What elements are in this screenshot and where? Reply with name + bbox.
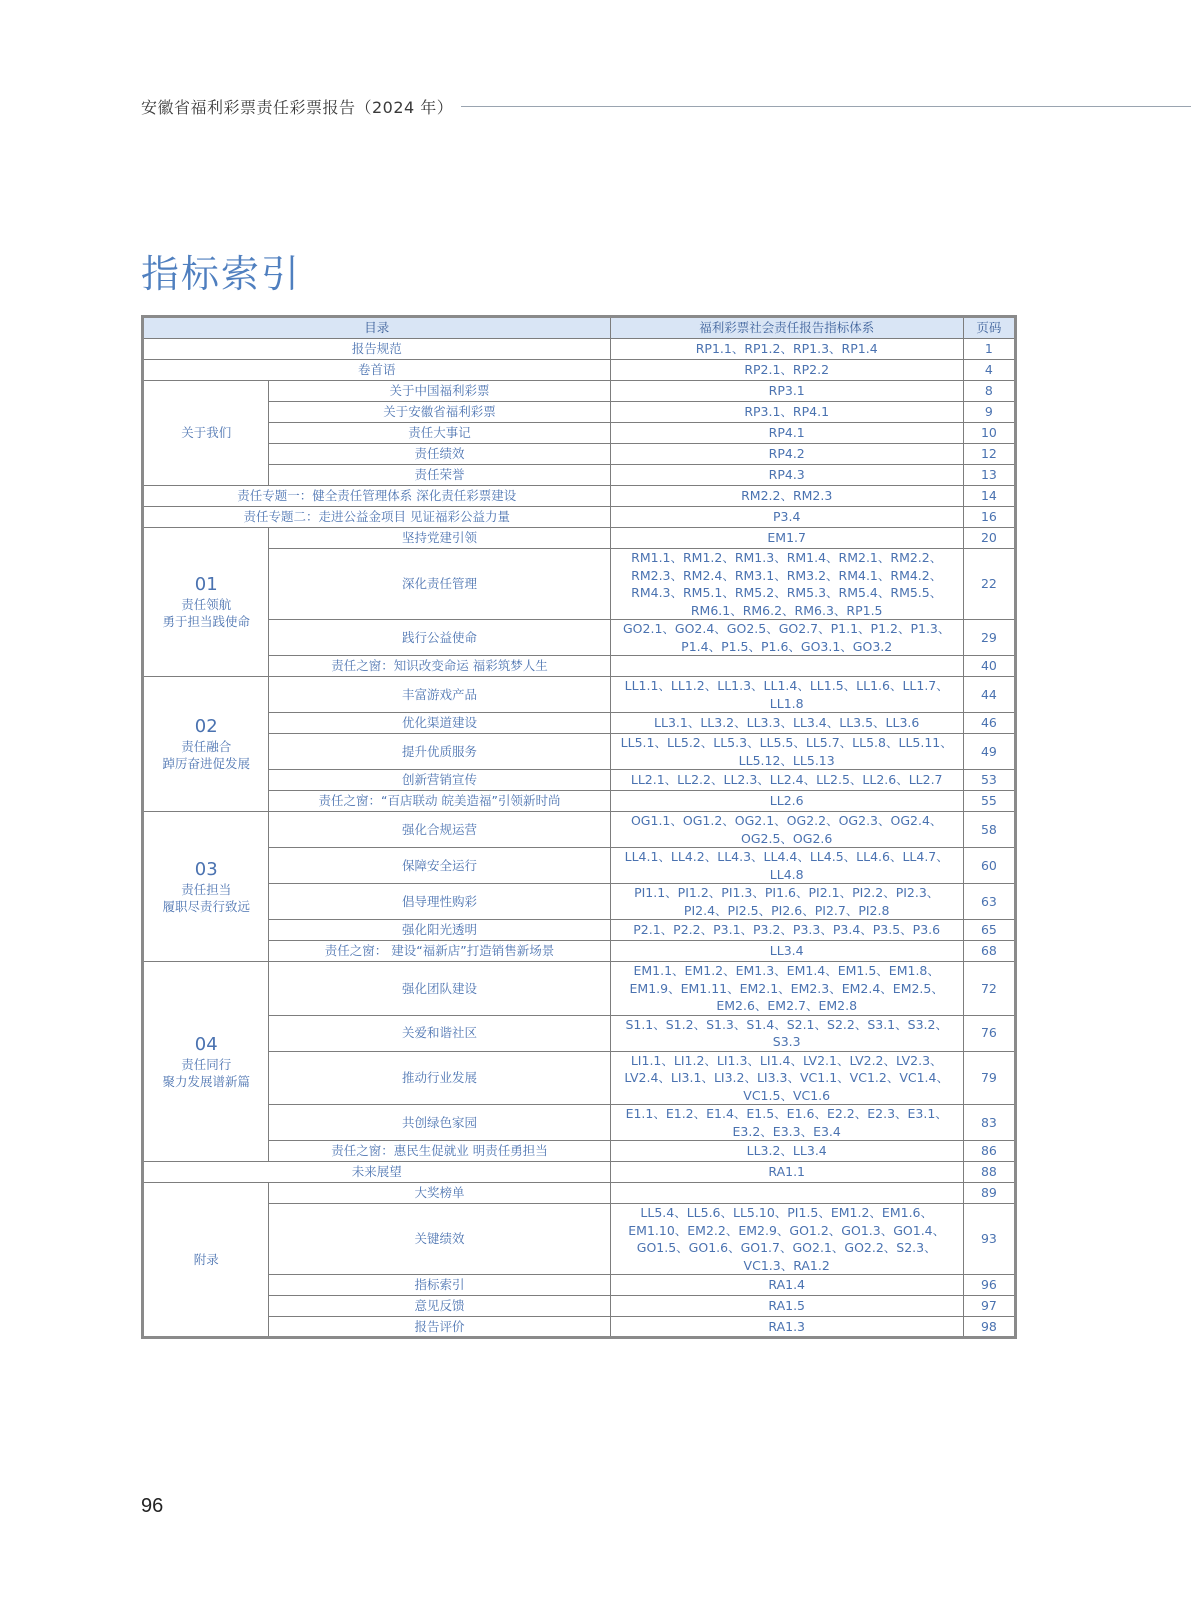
catalog-entry: 责任专题二：走进公益金项目 见证福彩公益力量 (143, 507, 611, 528)
catalog-entry: 报告评价 (269, 1317, 610, 1338)
table-header-row (143, 317, 1016, 339)
indicator-codes: RP3.1 (610, 381, 963, 402)
catalog-entry: 强化团队建设 (269, 962, 610, 1016)
section-title: 责任融合 (181, 739, 232, 754)
catalog-entry: 责任之窗：知识改变命运 福彩筑梦人生 (269, 656, 610, 677)
page-ref: 83 (963, 1105, 1015, 1141)
page-ref: 60 (963, 848, 1015, 884)
table-row (143, 884, 1016, 920)
catalog-entry: 大奖榜单 (269, 1183, 610, 1204)
indicator-codes: LL5.1、LL5.2、LL5.3、LL5.5、LL5.7、LL5.8、LL5.11、LL5.12、LL5.13 (610, 734, 963, 770)
table-row (143, 1051, 1016, 1105)
section-number: 02 (194, 716, 218, 737)
catalog-entry: 优化渠道建设 (269, 713, 610, 734)
indicator-codes: RA1.1 (610, 1162, 963, 1183)
header-divider (461, 106, 1191, 107)
section-subtitle: 勇于担当践使命 (162, 614, 250, 629)
indicator-codes: OG1.1、OG1.2、OG2.1、OG2.2、OG2.3、OG2.4、OG2.5、OG2.6 (610, 812, 963, 848)
table-row (143, 620, 1016, 656)
section-number: 04 (194, 1033, 218, 1055)
indicator-codes: RM1.1、RM1.2、RM1.3、RM1.4、RM2.1、RM2.2、RM2.3、RM2.4、RM3.1、RM3.2、RM4.1、RM4.2、RM4.3、RM5.1、RM5.2、RM5.3、RM5.4、RM5.5、RM6.1、RM6.2、RM6.3、RP1.5 (610, 549, 963, 620)
page-ref: 40 (963, 656, 1015, 677)
page-ref: 13 (963, 465, 1015, 486)
indicator-codes: LL2.1、LL2.2、LL2.3、LL2.4、LL2.5、LL2.6、LL2.7 (610, 770, 963, 791)
table-row (143, 1141, 1016, 1162)
page-ref: 49 (963, 734, 1015, 770)
table-row (143, 713, 1016, 734)
page-ref: 16 (963, 507, 1015, 528)
page-ref: 44 (963, 677, 1015, 713)
table-row (143, 1204, 1016, 1275)
table-row (143, 848, 1016, 884)
table-row (143, 1183, 1016, 1204)
indicator-codes (610, 656, 963, 677)
table-row (143, 1015, 1016, 1051)
table-row (143, 486, 1016, 507)
page-title: 指标索引 (141, 252, 302, 297)
catalog-entry: 关于安徽省福利彩票 (269, 402, 610, 423)
page-ref: 96 (963, 1275, 1015, 1296)
table-row (143, 770, 1016, 791)
table-row (143, 812, 1016, 848)
header-catalog: 目录 (143, 317, 611, 339)
table-row (143, 962, 1016, 1016)
table-row (143, 549, 1016, 620)
page-ref: 65 (963, 920, 1015, 941)
indicator-codes: RA1.4 (610, 1275, 963, 1296)
indicator-codes: RA1.5 (610, 1296, 963, 1317)
table-row (143, 1162, 1016, 1183)
catalog-entry: 保障安全运行 (269, 848, 610, 884)
page-ref: 97 (963, 1296, 1015, 1317)
page-ref: 72 (963, 962, 1015, 1016)
indicator-codes: PI1.1、PI1.2、PI1.3、PI1.6、PI2.1、PI2.2、PI2.3、PI2.4、PI2.5、PI2.6、PI2.7、PI2.8 (610, 884, 963, 920)
catalog-entry: 未来展望 (143, 1162, 611, 1183)
page-ref: 93 (963, 1204, 1015, 1275)
page-ref: 53 (963, 770, 1015, 791)
page-ref: 89 (963, 1183, 1015, 1204)
page-ref: 22 (963, 549, 1015, 620)
catalog-entry: 责任荣誉 (269, 465, 610, 486)
indicator-codes: RP1.1、RP1.2、RP1.3、RP1.4 (610, 339, 963, 360)
page-ref: 29 (963, 620, 1015, 656)
indicator-codes: LL1.1、LL1.2、LL1.3、LL1.4、LL1.5、LL1.6、LL1.7、LL1.8 (610, 677, 963, 713)
page-ref: 76 (963, 1015, 1015, 1051)
table-row (143, 528, 1016, 549)
table-row (143, 402, 1016, 423)
catalog-entry: 创新营销宣传 (269, 770, 610, 791)
catalog-entry: 强化合规运营 (269, 812, 610, 848)
indicator-codes: EM1.1、EM1.2、EM1.3、EM1.4、EM1.5、EM1.8、EM1.9、EM1.11、EM2.1、EM2.3、EM2.4、EM2.5、EM2.6、EM2.7、EM2.8 (610, 962, 963, 1016)
catalog-entry: 关于中国福利彩票 (269, 381, 610, 402)
indicator-codes: RP4.2 (610, 444, 963, 465)
catalog-entry: 责任绩效 (269, 444, 610, 465)
indicator-codes (610, 1183, 963, 1204)
table-row (143, 360, 1016, 381)
catalog-entry: 责任专题一：健全责任管理体系 深化责任彩票建设 (143, 486, 611, 507)
page-ref: 58 (963, 812, 1015, 848)
section-cell (143, 812, 269, 962)
section-number: 03 (194, 858, 218, 880)
catalog-entry: 责任大事记 (269, 423, 610, 444)
table-row (143, 465, 1016, 486)
catalog-entry: 丰富游戏产品 (269, 677, 610, 713)
section-title: 责任同行 (181, 1056, 232, 1072)
section-title: 责任担当 (181, 881, 232, 897)
catalog-entry: 关键绩效 (269, 1204, 610, 1275)
index-table-body (143, 339, 1016, 1338)
indicator-codes: RP4.3 (610, 465, 963, 486)
table-row (143, 507, 1016, 528)
section-cell (143, 677, 269, 812)
catalog-entry: 卷首语 (143, 360, 611, 381)
indicator-codes: EM1.7 (610, 528, 963, 549)
catalog-entry: 提升优质服务 (269, 734, 610, 770)
section-subtitle: 履职尽责行致远 (162, 898, 250, 914)
catalog-entry: 责任之窗：惠民生促就业 明责任勇担当 (269, 1141, 610, 1162)
indicator-codes: LL5.4、LL5.6、LL5.10、PI1.5、EM1.2、EM1.6、EM1.10、EM2.2、EM2.9、GO1.2、GO1.3、GO1.4、GO1.5、GO1.6、GO1.7、GO2.1、GO2.2、S2.3、VC1.3、RA1.2 (610, 1204, 963, 1275)
page-ref: 14 (963, 486, 1015, 507)
page-ref: 86 (963, 1141, 1015, 1162)
page-ref: 1 (963, 339, 1015, 360)
indicator-codes: LL3.4 (610, 941, 963, 962)
table-row (143, 734, 1016, 770)
indicator-codes: LL4.1、LL4.2、LL4.3、LL4.4、LL4.5、LL4.6、LL4.7、LL4.8 (610, 848, 963, 884)
catalog-entry: 指标索引 (269, 1275, 610, 1296)
page-ref: 12 (963, 444, 1015, 465)
catalog-entry: 强化阳光透明 (269, 920, 610, 941)
report-header (141, 94, 1191, 118)
page-ref: 55 (963, 791, 1015, 812)
page-ref: 98 (963, 1317, 1015, 1338)
page-ref: 20 (963, 528, 1015, 549)
section-title: 责任领航 (181, 597, 232, 612)
indicator-codes: S1.1、S1.2、S1.3、S1.4、S2.1、S2.2、S3.1、S3.2、S3.3 (610, 1015, 963, 1051)
table-row (143, 1275, 1016, 1296)
section-subtitle: 踔厉奋进促发展 (162, 756, 250, 771)
section-title: 附录 (193, 1251, 219, 1267)
indicator-codes: RP2.1、RP2.2 (610, 360, 963, 381)
page-number: 96 (141, 1495, 164, 1517)
catalog-entry: 推动行业发展 (269, 1051, 610, 1105)
section-number: 01 (194, 574, 218, 595)
page-ref: 9 (963, 402, 1015, 423)
catalog-entry: 坚持党建引领 (269, 528, 610, 549)
page-ref: 4 (963, 360, 1015, 381)
page-ref: 8 (963, 381, 1015, 402)
header-page: 页码 (963, 317, 1015, 339)
section-cell (143, 528, 269, 677)
page-ref: 46 (963, 713, 1015, 734)
page-ref: 63 (963, 884, 1015, 920)
table-row (143, 656, 1016, 677)
page-ref: 79 (963, 1051, 1015, 1105)
catalog-entry: 报告规范 (143, 339, 611, 360)
table-row (143, 1296, 1016, 1317)
table-row (143, 339, 1016, 360)
indicator-codes: RP3.1、RP4.1 (610, 402, 963, 423)
indicator-codes: P2.1、P2.2、P3.1、P3.2、P3.3、P3.4、P3.5、P3.6 (610, 920, 963, 941)
catalog-entry: 责任之窗：“百店联动 皖美造福”引领新时尚 (269, 791, 610, 812)
catalog-entry: 践行公益使命 (269, 620, 610, 656)
section-cell (143, 962, 269, 1162)
catalog-entry: 倡导理性购彩 (269, 884, 610, 920)
page-ref: 68 (963, 941, 1015, 962)
page-ref: 88 (963, 1162, 1015, 1183)
table-row (143, 381, 1016, 402)
catalog-entry: 责任之窗： 建设“福新店”打造销售新场景 (269, 941, 610, 962)
catalog-entry: 意见反馈 (269, 1296, 610, 1317)
section-cell (143, 1183, 269, 1338)
indicator-codes: P3.4 (610, 507, 963, 528)
table-row (143, 1317, 1016, 1338)
catalog-entry: 深化责任管理 (269, 549, 610, 620)
table-row (143, 941, 1016, 962)
report-header-text: 安徽省福利彩票责任彩票报告（2024 年） (141, 97, 454, 117)
indicator-codes: LL3.1、LL3.2、LL3.3、LL3.4、LL3.5、LL3.6 (610, 713, 963, 734)
indicator-codes: LL2.6 (610, 791, 963, 812)
indicator-codes: RP4.1 (610, 423, 963, 444)
table-row (143, 677, 1016, 713)
indicator-codes: GO2.1、GO2.4、GO2.5、GO2.7、P1.1、P1.2、P1.3、P1.4、P1.5、P1.6、GO3.1、GO3.2 (610, 620, 963, 656)
header-indicators: 福利彩票社会责任报告指标体系 (610, 317, 963, 339)
table-row (143, 791, 1016, 812)
table-row (143, 444, 1016, 465)
section-cell (143, 381, 269, 486)
indicator-codes: LL3.2、LL3.4 (610, 1141, 963, 1162)
table-row (143, 920, 1016, 941)
table-row (143, 1105, 1016, 1141)
catalog-entry: 共创绿色家园 (269, 1105, 610, 1141)
indicator-codes: E1.1、E1.2、E1.4、E1.5、E1.6、E2.2、E2.3、E3.1、E3.2、E3.3、E3.4 (610, 1105, 963, 1141)
indicator-codes: LI1.1、LI1.2、LI1.3、LI1.4、LV2.1、LV2.2、LV2.3、LV2.4、LI3.1、LI3.2、LI3.3、VC1.1、VC1.2、VC1.4、VC1.5、VC1.6 (610, 1051, 963, 1105)
indicator-codes: RA1.3 (610, 1317, 963, 1338)
section-subtitle: 聚力发展谱新篇 (162, 1073, 250, 1089)
index-table (141, 315, 1017, 1339)
table-row (143, 423, 1016, 444)
page-ref: 10 (963, 423, 1015, 444)
catalog-entry: 关爱和谐社区 (269, 1015, 610, 1051)
section-title: 关于我们 (181, 425, 232, 441)
indicator-codes: RM2.2、RM2.3 (610, 486, 963, 507)
